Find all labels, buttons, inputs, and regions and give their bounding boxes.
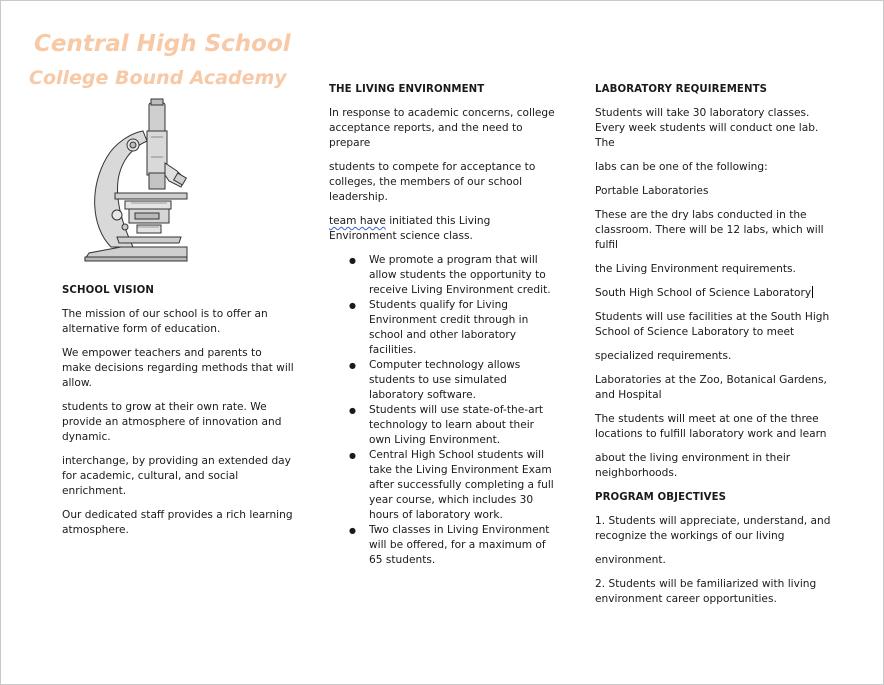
living-environment-paragraph: In response to academic concerns, college acceptance reports, and the need to prepare [329,107,555,149]
school-name-title: Central High School [34,31,291,57]
vision-paragraph: The mission of our school is to offer an alternative form of education. [62,308,268,335]
living-environment-paragraph: students to compete for acceptance to colleges, the members of our school leadership. [329,161,536,203]
living-environment-heading: THE LIVING ENVIRONMENT [329,84,485,95]
lab-paragraph: Laboratories at the Zoo, Botanical Gardens, and Hospital [595,374,827,401]
list-item: ● Computer technology allows students to use simulated laboratory software. [329,358,557,403]
paragraph-text: initiated this Living Environment science class. [329,215,491,242]
editable-text[interactable]: South High School of Science Laboratory [595,287,812,299]
lab-paragraph: The students will meet at one of the three locations to fulfill laboratory work and learn [595,413,827,440]
living-environment-section [329,82,557,568]
living-environment-paragraph [329,214,557,244]
lab-requirements-section [595,82,831,616]
lab-paragraph: labs can be one of the following: [595,161,768,173]
spellcheck-flagged-text: team have [329,215,386,227]
lab-paragraph: Students will use facilities at the South High School of Science Laboratory to meet [595,311,830,338]
lab-paragraph: These are the dry labs conducted in the classroom. There will be 12 labs, which will fulfil [595,209,824,251]
objective-paragraph: environment. [595,554,666,566]
vision-paragraph: Our dedicated staff provides a rich learning atmosphere. [62,509,293,536]
academy-name-subtitle: College Bound Academy [29,67,287,89]
objective-paragraph: 1. Students will appreciate, understand, and recognize the workings of our living [595,515,831,542]
vision-paragraph: We empower teachers and parents to make decisions regarding methods that will allow. [62,347,294,389]
list-item: ● Students will use state-of-the-art technology to learn about their own Living Environment. [329,403,557,448]
lab-paragraph: about the living environment in their neighborhoods. [595,452,791,479]
lab-paragraph: Students will take 30 laboratory classes. Every week students will conduct one lab. The [595,107,819,149]
lab-paragraph: the Living Environment requirements. [595,263,796,275]
lab-paragraph: Portable Laboratories [595,185,709,197]
objective-paragraph: 2. Students will be familiarized with living environment career opportunities. [595,578,817,605]
list-item: ● Students qualify for Living Environment credit through in school and other laboratory facilities. [329,298,557,358]
lab-paragraph[interactable] [595,286,831,301]
lab-paragraph: specialized requirements. [595,350,732,362]
program-objectives-heading: PROGRAM OBJECTIVES [595,492,727,503]
school-vision-heading: SCHOOL VISION [62,285,154,296]
school-vision-section [62,283,294,547]
text-cursor [812,286,813,298]
vision-paragraph: interchange, by providing an extended day for academic, cultural, and social enrichment. [62,455,291,497]
list-item: ● We promote a program that will allow students the opportunity to receive Living Environment credit. [329,253,557,298]
living-environment-bullet-list [329,253,557,568]
list-item: ● Two classes in Living Environment will be offered, for a maximum of 65 students. [329,523,557,568]
vision-paragraph: students to grow at their own rate. We provide an atmosphere of innovation and dynamic. [62,401,282,443]
list-item: ● Central High School students will take the Living Environment Exam after successfully completing a full year course, which includes 30 hours of laboratory work. [329,448,557,523]
lab-requirements-heading: LABORATORY REQUIREMENTS [595,84,768,95]
microscope-icon [81,97,191,263]
